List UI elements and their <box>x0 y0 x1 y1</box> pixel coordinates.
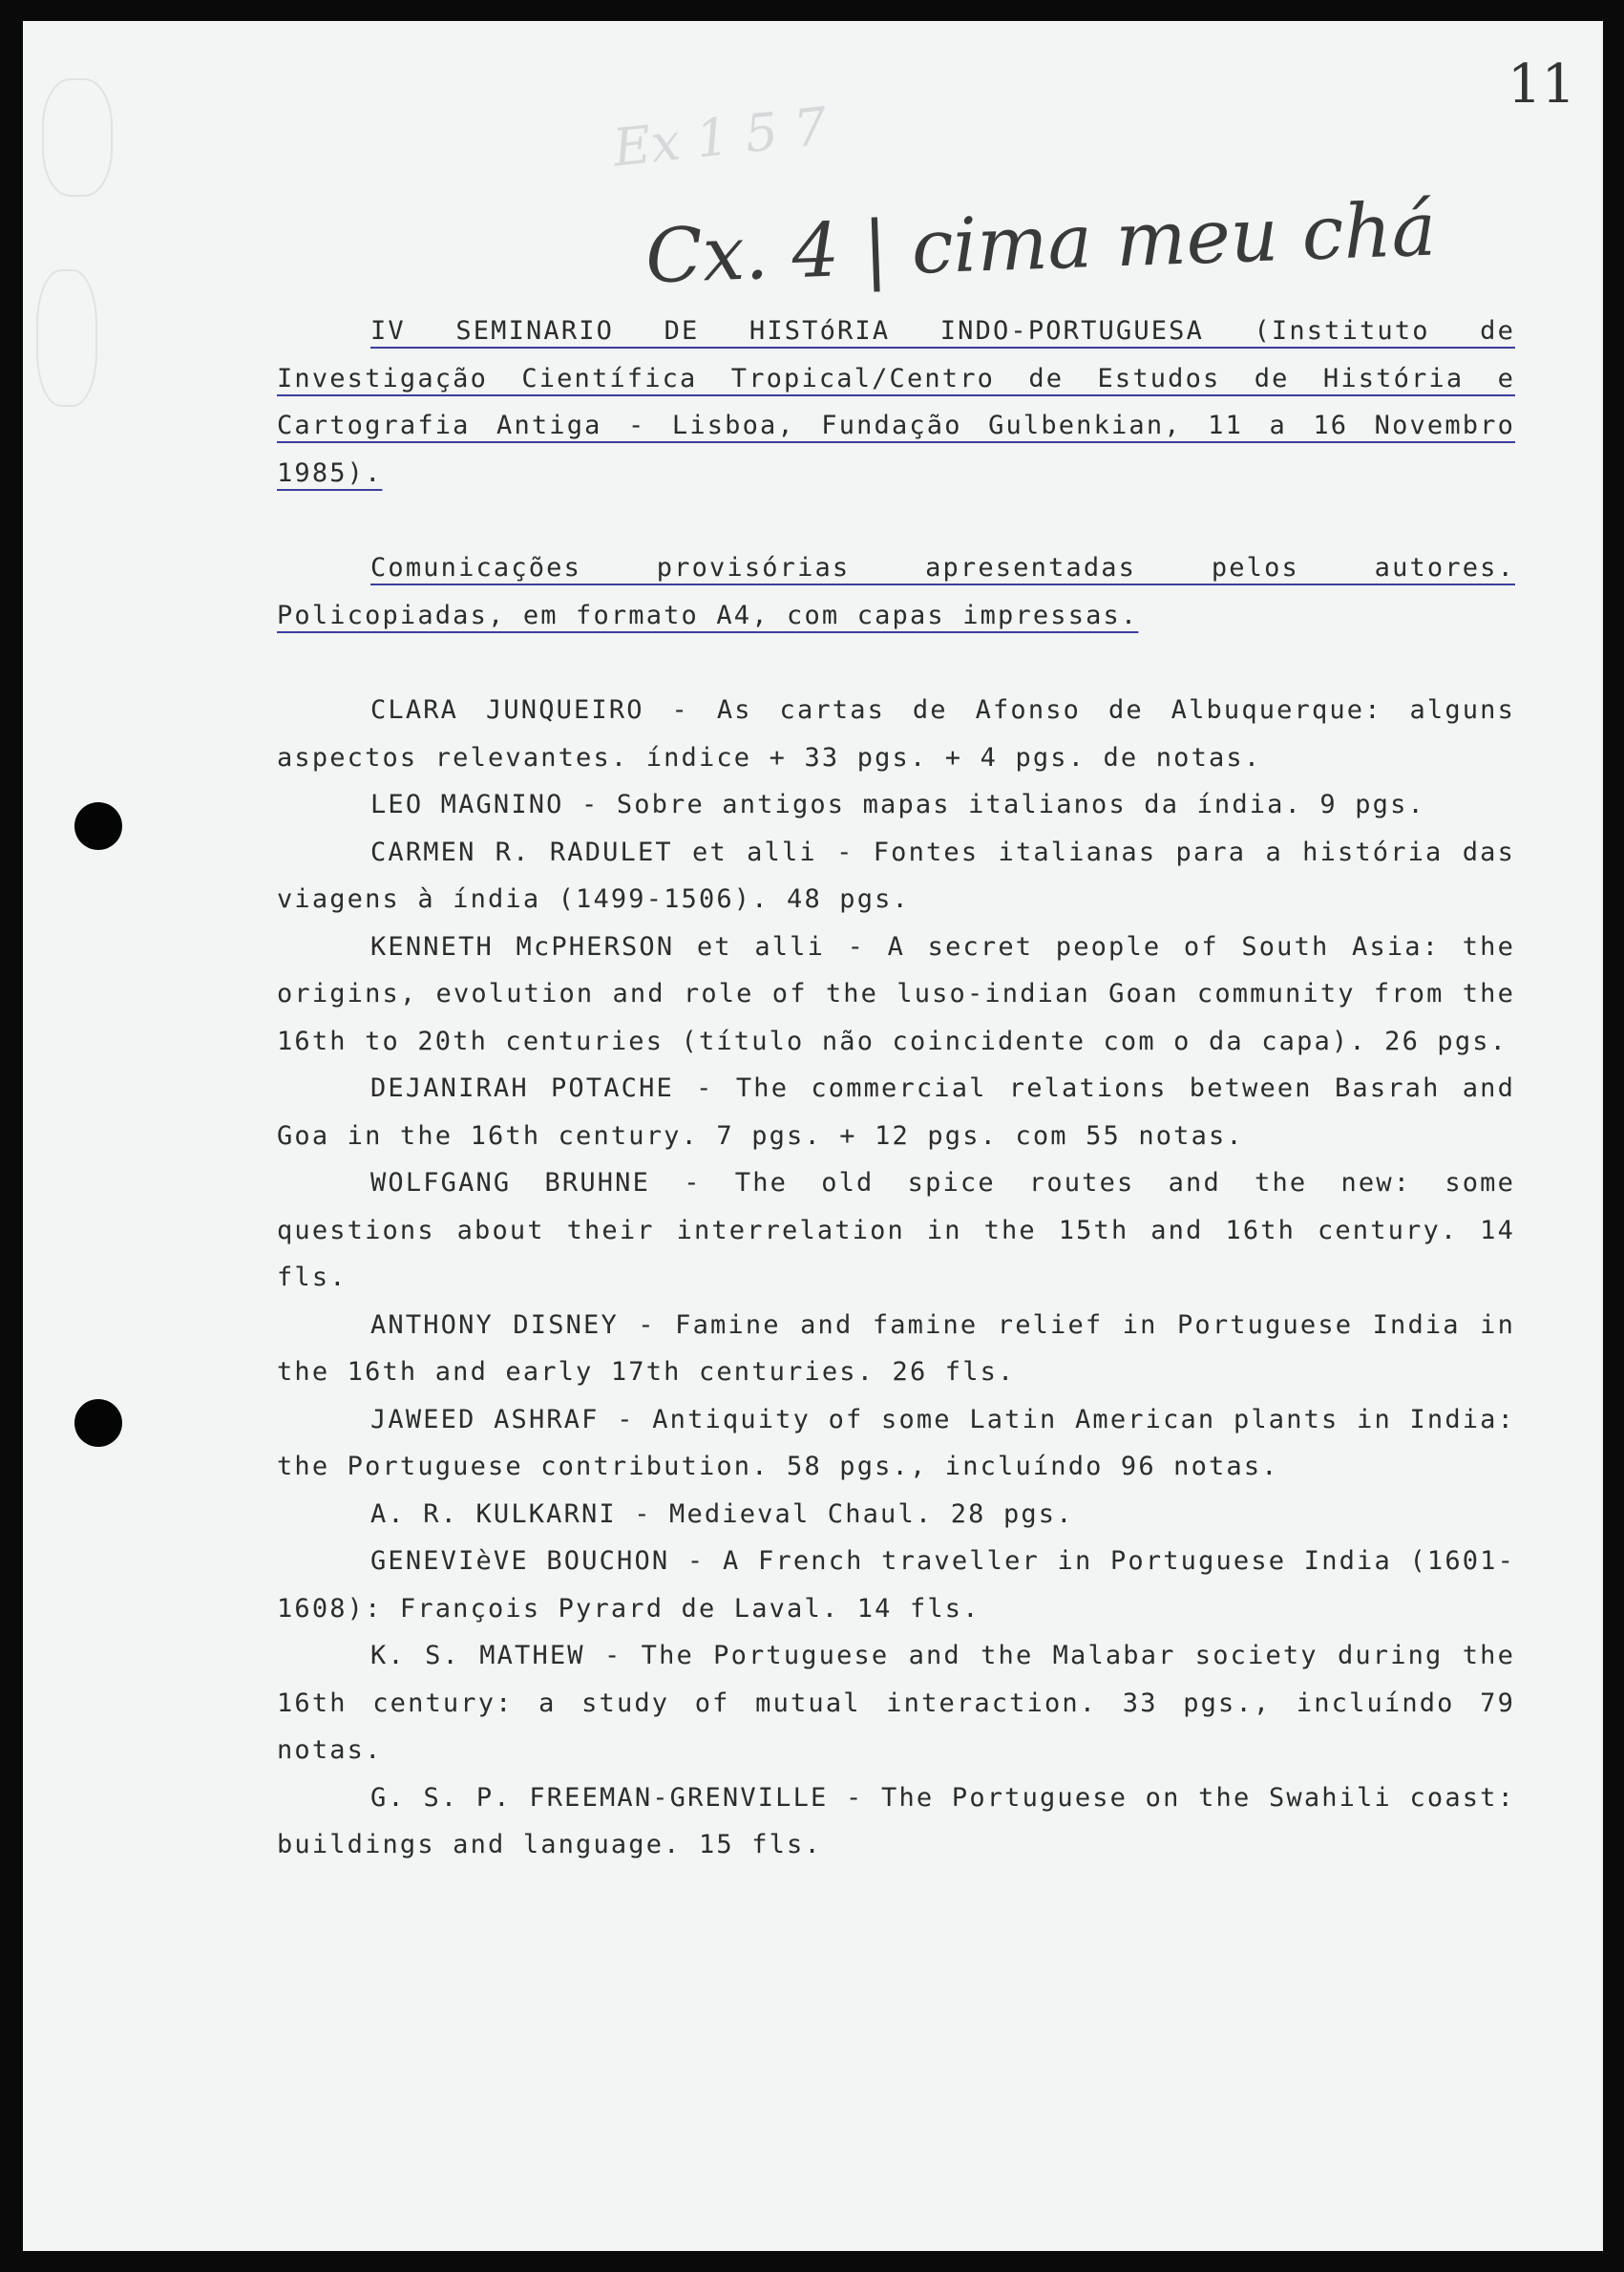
list-item: CARMEN R. RADULET et alli - Fontes italianas para a história das viagens à índia (1499-1506). 48 pgs. <box>277 837 1515 914</box>
faint-handwritten-note: Ex 1 5 7 <box>610 96 831 179</box>
seminar-title-text: IV SEMINARIO DE HISTóRIA INDO-PORTUGUESA (Instituto de Investigação Científica Tropical/Centro de Estudos de História e Cartografia Antiga - Lisboa, Fundação Gulbenkian, 11 a 16 Novembro 1985). <box>277 316 1515 488</box>
list-item: ANTHONY DISNEY - Famine and famine relief in Portuguese India in the 16th and early 17th centuries. 26 fls. <box>277 1309 1515 1387</box>
paper-list <box>277 687 1515 1869</box>
seminar-subtitle-text: Comunicações provisórias apresentadas pelos autores. Policopiadas, em formato A4, com capas impressas. <box>277 553 1515 630</box>
list-item: WOLFGANG BRUHNE - The old spice routes and the new: some questions about their interrelation in the 15th and 16th century. 14 fls. <box>277 1168 1515 1292</box>
spacer <box>277 639 1515 687</box>
spacer <box>277 497 1515 544</box>
list-item: GENEVIèVE BOUCHON - A French traveller in Portuguese India (1601-1608): François Pyrard de Laval. 14 fls. <box>277 1546 1515 1624</box>
list-item: DEJANIRAH POTACHE - The commercial relations between Basrah and Goa in the 16th century. 7 pgs. + 12 pgs. com 55 notas. <box>277 1073 1515 1151</box>
punch-hole-top <box>74 802 122 850</box>
list-item: LEO MAGNINO - Sobre antigos mapas italianos da índia. 9 pgs. <box>370 790 1425 819</box>
punch-hole-bottom <box>74 1399 122 1447</box>
seminar-title <box>277 308 1515 497</box>
list-item: G. S. P. FREEMAN-GRENVILLE - The Portuguese on the Swahili coast: buildings and language. 15 fls. <box>277 1782 1515 1859</box>
list-item: JAWEED ASHRAF - Antiquity of some Latin American plants in India: the Portuguese contribution. 58 pgs., incluíndo 96 notas. <box>277 1404 1515 1481</box>
list-item: CLARA JUNQUEIRO - As cartas de Afonso de Albuquerque: alguns aspectos relevantes. índice + 33 pgs. + 4 pgs. de notas. <box>277 695 1515 773</box>
handwritten-page-number: 11 <box>1508 53 1576 116</box>
typed-content <box>277 308 1515 1869</box>
list-item: K. S. MATHEW - The Portuguese and the Malabar society during the 16th century: a study of mutual interaction. 33 pgs., incluíndo 79 notas. <box>277 1641 1515 1765</box>
margin-scribble <box>36 269 97 407</box>
margin-scribble <box>42 78 113 197</box>
list-item: A. R. KULKARNI - Medieval Chaul. 28 pgs. <box>370 1498 1074 1529</box>
seminar-subtitle <box>277 544 1515 639</box>
handwritten-box-note: Cx. 4 | cima meu chá <box>643 186 1438 301</box>
list-item: KENNETH McPHERSON et alli - A secret people of South Asia: the origins, evolution and role of the luso-indian Goan community from the 16th to 20th centuries (título não coincidente com o da capa). 26 pgs. <box>277 931 1515 1056</box>
document-page <box>23 21 1603 2251</box>
